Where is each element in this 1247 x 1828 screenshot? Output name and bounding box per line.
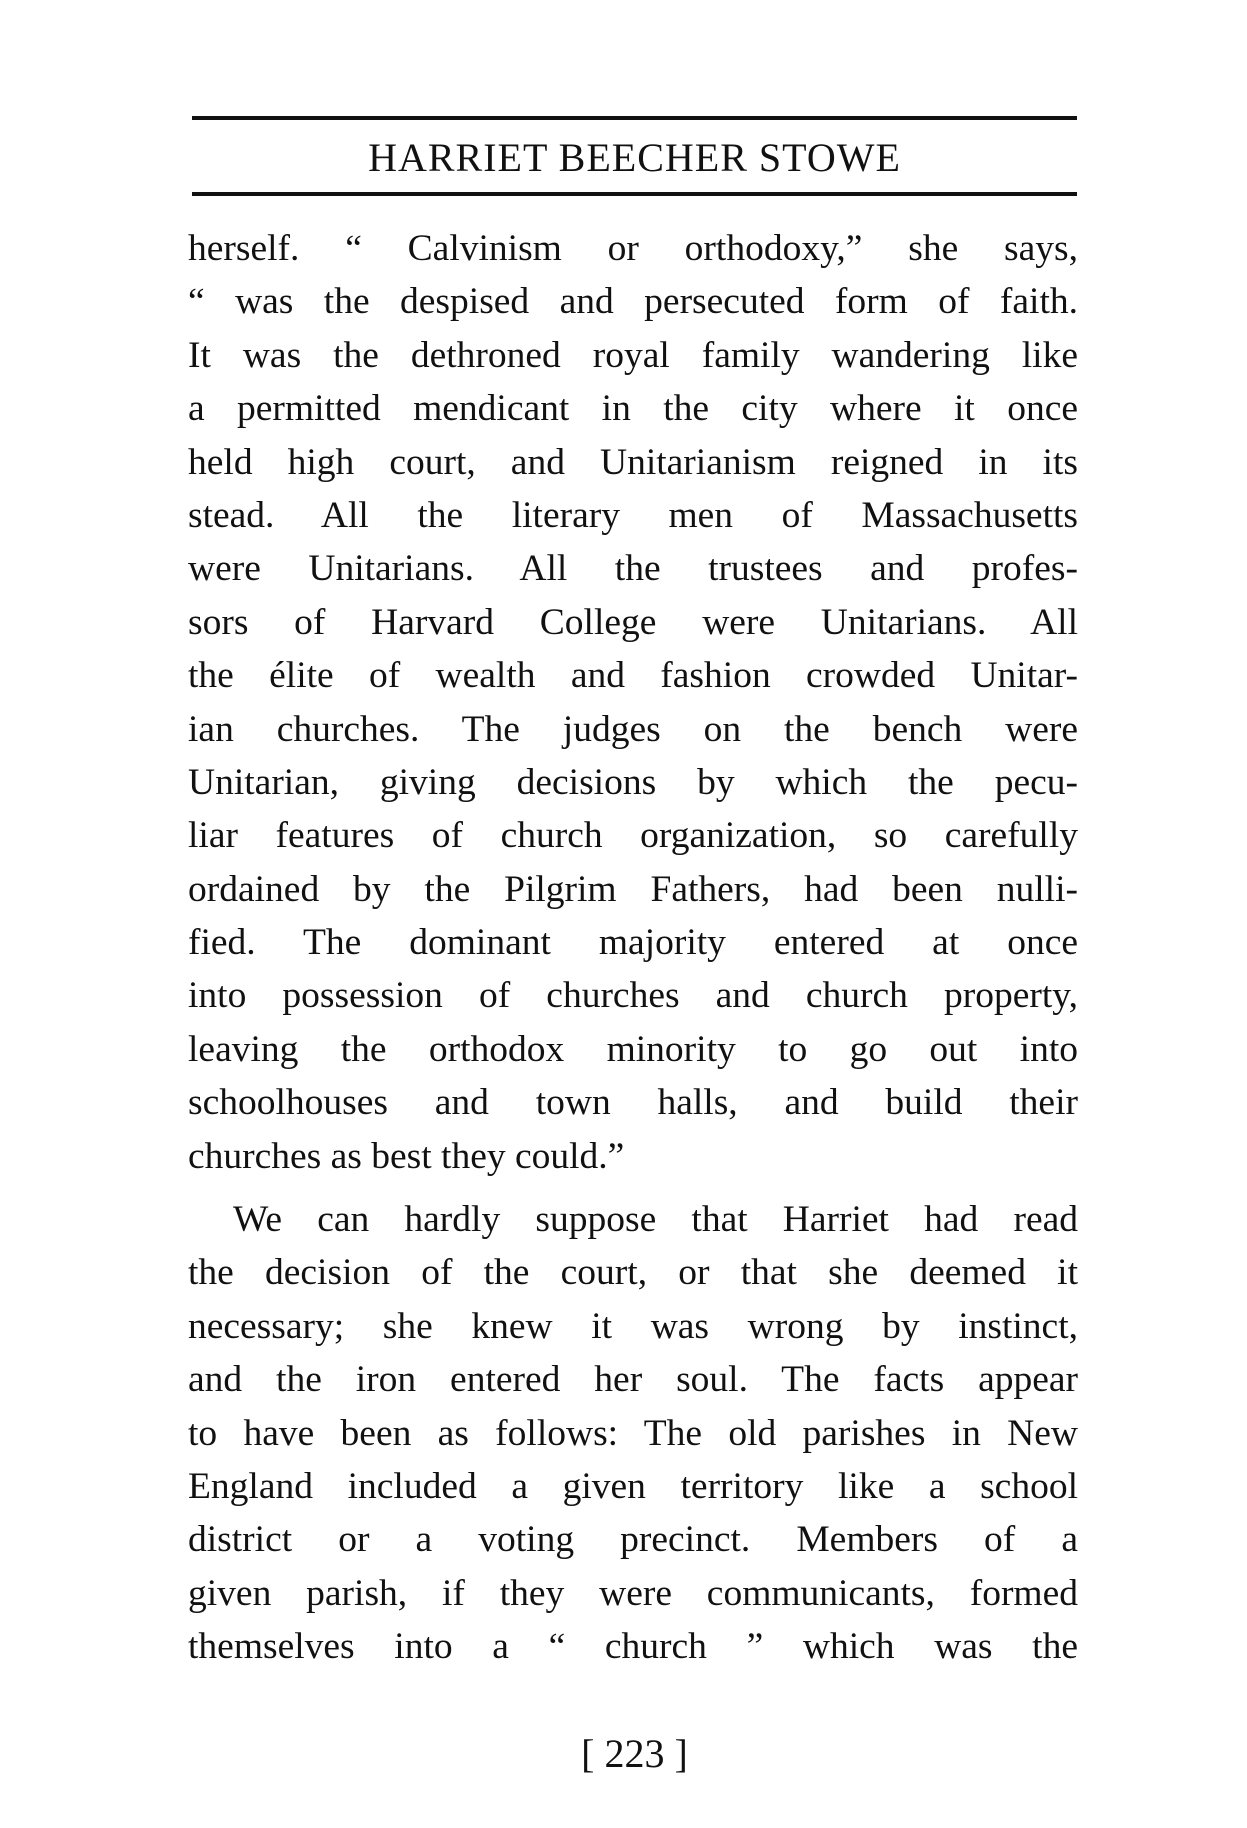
text-line: England included a given territory like a school bbox=[188, 1465, 1078, 1507]
text-line: liar features of church organization, so carefully bbox=[188, 815, 1078, 857]
text-line: churches as best they could.” bbox=[188, 1135, 625, 1177]
text-line: “ was the despised and persecuted form of faith. bbox=[188, 281, 1078, 323]
text-line: necessary; she knew it was wrong by instinct, bbox=[188, 1305, 1078, 1347]
paragraph-2 bbox=[188, 1193, 1078, 1674]
text-line: leaving the orthodox minority to go out into bbox=[188, 1028, 1078, 1070]
text-line: district or a voting precinct. Members of a bbox=[188, 1519, 1078, 1561]
text-line: ordained by the Pilgrim Fathers, had been nulli- bbox=[188, 868, 1078, 910]
text-line: schoolhouses and town halls, and build their bbox=[188, 1082, 1078, 1124]
text-line: sors of Harvard College were Unitarians. All bbox=[188, 601, 1078, 643]
running-head: HARRIET BEECHER STOWE bbox=[368, 135, 901, 180]
text-line: given parish, if they were communicants, formed bbox=[188, 1572, 1078, 1614]
text-line: herself. “ Calvinism or orthodoxy,” she says, bbox=[188, 228, 1078, 269]
text-line: We can hardly suppose that Harriet had read bbox=[233, 1199, 1078, 1241]
text-line: the élite of wealth and fashion crowded Unitar- bbox=[188, 655, 1078, 697]
text-line: to have been as follows: The old parishes in New bbox=[188, 1412, 1078, 1454]
body-text bbox=[188, 222, 1078, 1674]
text-line: into possession of churches and church property, bbox=[188, 975, 1078, 1017]
header-rule-bottom bbox=[192, 192, 1077, 196]
text-line: Unitarian, giving decisions by which the pecu- bbox=[188, 761, 1078, 803]
text-line: the decision of the court, or that she deemed it bbox=[188, 1252, 1078, 1294]
text-line: a permitted mendicant in the city where it once bbox=[188, 388, 1078, 430]
text-line: It was the dethroned royal family wandering like bbox=[188, 334, 1078, 376]
header-rule-top bbox=[192, 116, 1077, 120]
text-line: fied. The dominant majority entered at once bbox=[188, 922, 1078, 964]
text-line: and the iron entered her soul. The facts appear bbox=[188, 1359, 1078, 1401]
text-line: were Unitarians. All the trustees and profes- bbox=[188, 548, 1078, 590]
text-line: stead. All the literary men of Massachusetts bbox=[188, 494, 1078, 536]
page-number: [ 223 ] bbox=[581, 1731, 688, 1776]
text-line: held high court, and Unitarianism reigned in its bbox=[188, 441, 1078, 483]
paragraph-1 bbox=[188, 222, 1078, 1183]
text-line: themselves into a “ church ” which was the bbox=[188, 1626, 1078, 1668]
text-line: ian churches. The judges on the bench were bbox=[188, 708, 1078, 750]
